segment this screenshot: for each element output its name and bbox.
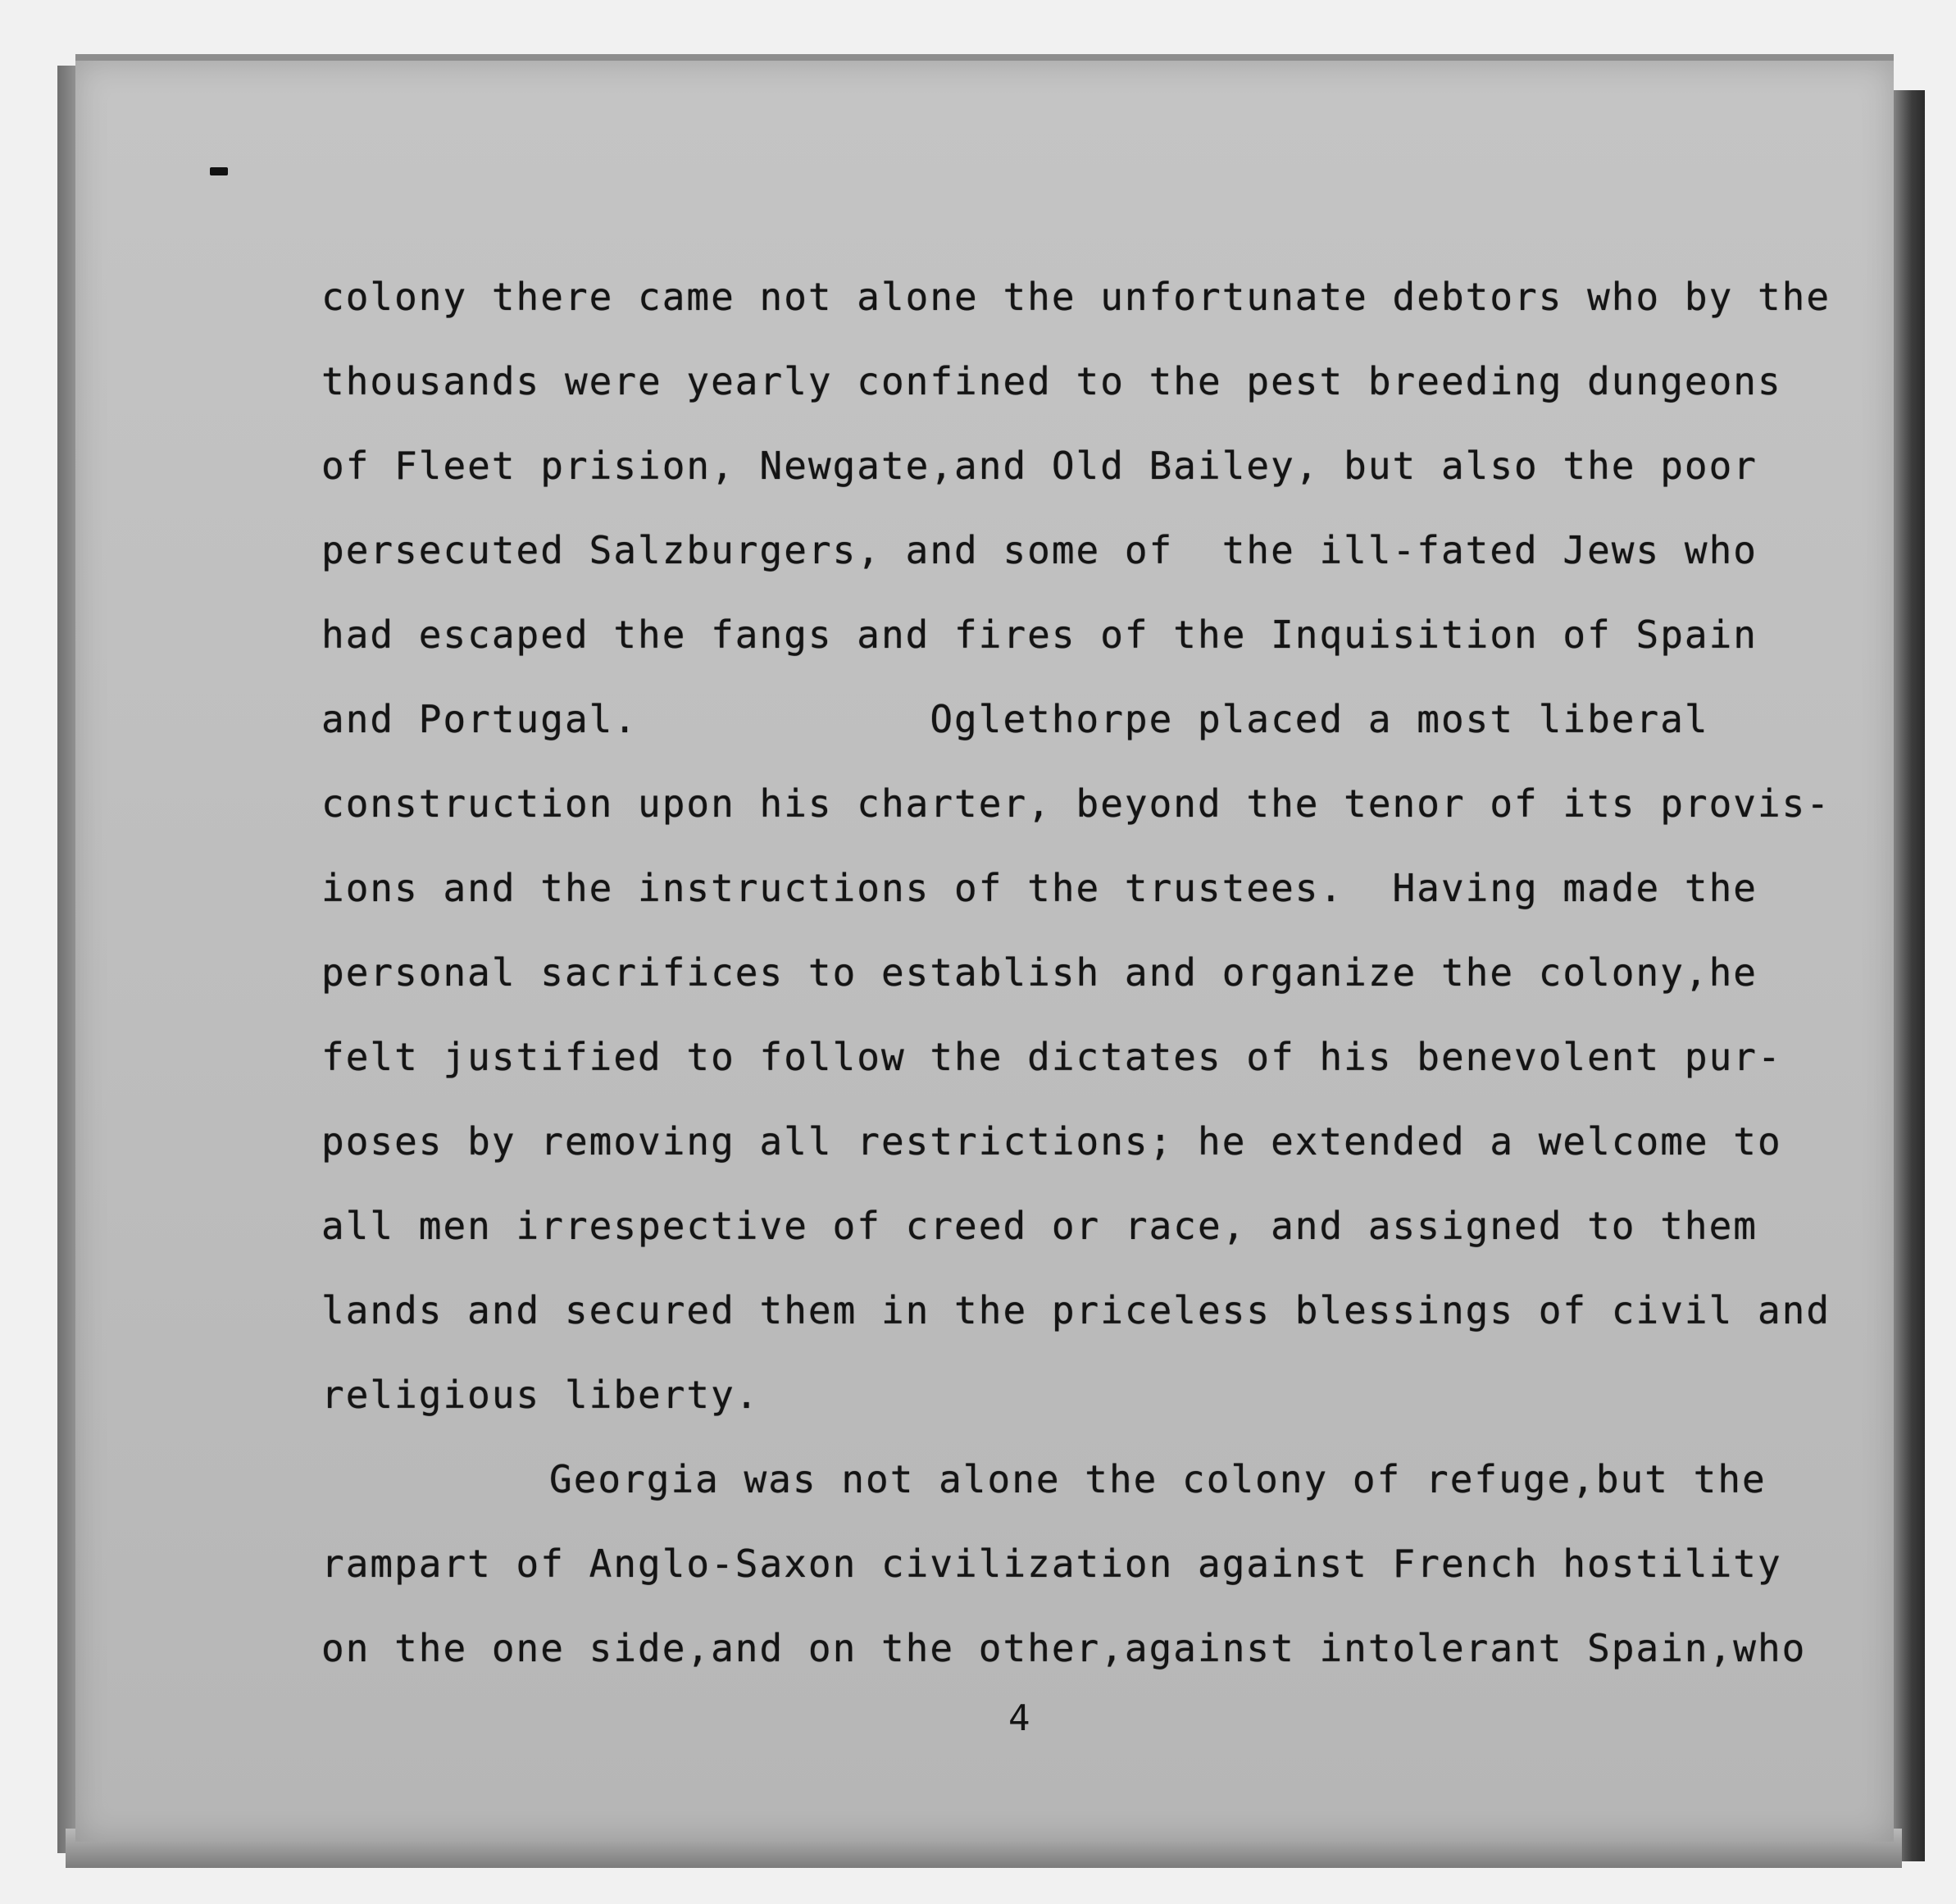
text-line-indented: Georgia was not alone the colony of refuge,but the [549,1457,1767,1501]
text-line: and Portugal. Oglethorpe placed a most liberal [321,697,1709,741]
text-line: religious liberty. [321,1373,760,1417]
margin-mark [210,167,228,175]
text-line: persecuted Salzburgers, and some of the ill-fated Jews who [321,528,1758,572]
text-line: felt justified to follow the dictates of his benevolent pur- [321,1035,1782,1079]
text-line: thousands were yearly confined to the pest breeding dungeons [321,359,1782,403]
text-line: ions and the instructions of the trustees. Having made the [321,866,1758,910]
text-line: all men irrespective of creed or race, and assigned to them [321,1204,1758,1248]
text-line: colony there came not alone the unfortunate debtors who by the [321,275,1831,319]
text-line: of Fleet prision, Newgate,and Old Bailey, but also the poor [321,444,1758,488]
text-line: construction upon his charter, beyond the tenor of its provis- [321,781,1831,826]
scan-right-edge [1892,90,1925,1861]
text-line: on the one side,and on the other,against intolerant Spain,who [321,1626,1807,1670]
text-line: poses by removing all restrictions; he extended a welcome to [321,1119,1782,1164]
text-line: had escaped the fangs and fires of the Inquisition of Spain [321,613,1758,657]
text-line: personal sacrifices to establish and organize the colony,he [321,950,1758,995]
text-line: lands and secured them in the priceless blessings of civil and [321,1288,1831,1332]
text-line: rampart of Anglo-Saxon civilization against French hostility [321,1542,1782,1586]
page-number: 4 [1008,1697,1030,1739]
page-body [321,264,1831,1700]
